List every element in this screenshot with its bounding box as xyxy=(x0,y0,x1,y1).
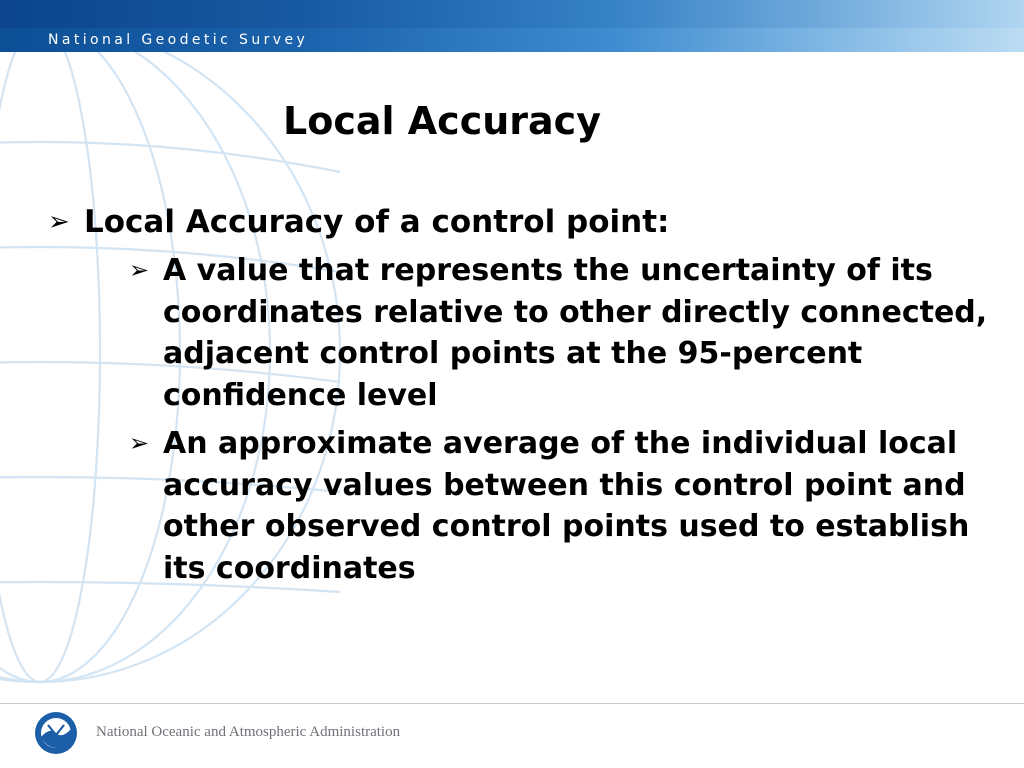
arrow-bullet-icon: ➢ xyxy=(48,207,70,237)
org-name: National Geodetic Survey xyxy=(48,32,309,48)
bullet-text: Local Accuracy of a control point: xyxy=(84,204,670,240)
bullet-level2 xyxy=(129,423,988,589)
arrow-bullet-icon: ➢ xyxy=(129,256,150,284)
slide-title: Local Accuracy xyxy=(283,99,601,143)
footer-divider xyxy=(0,703,1024,704)
bullet-level1 xyxy=(48,201,988,243)
bullet-level2 xyxy=(129,250,988,416)
noaa-logo-icon xyxy=(34,711,78,755)
footer-agency: National Oceanic and Atmospheric Administration xyxy=(96,724,401,740)
arrow-bullet-icon: ➢ xyxy=(129,429,150,457)
bullet-text: A value that represents the uncertainty of its coordinates relative to other directly connected, adjacent control points at the 95-percent confidence level xyxy=(163,253,988,413)
bullet-text: An approximate average of the individual local accuracy values between this control point and other observed control points used to establish its coordinates xyxy=(163,426,970,586)
bullet-list xyxy=(48,201,988,589)
header-bar xyxy=(0,0,1024,52)
